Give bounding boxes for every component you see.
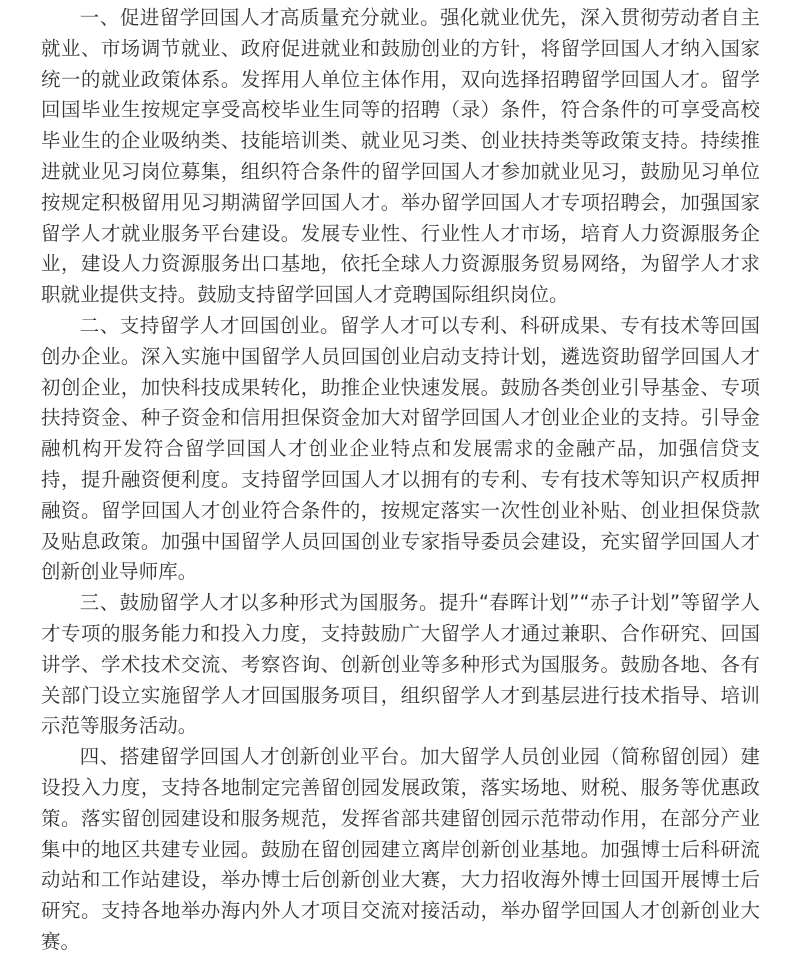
paragraph-entrepreneurship: 二、支持留学人才回国创业。留学人才可以专利、科研成果、专有技术等回国创办企业。深入实施中国留学人员回国创业启动支持计划，遴选资助留学回国人才初创企业，加快科技成果转化，助推企业快速发展。鼓励各类创业引导基金、专项扶持资金、种子资金和信用担保资金加大对留学回国人才创业企业的支持。引导金融机构开发符合留学回国人才创业企业特点和发展需求的金融产品，加强信贷支持，提升融资便利度。支持留学回国人才以拥有的专利、专有技术等知识产权质押融资。留学回国人才创业符合条件的，按规定落实一次性创业补贴、创业担保贷款及贴息政策。加强中国留学人员回国创业专家指导委员会建设，充实留学回国人才创新创业导师库。 xyxy=(41,313,760,584)
paragraph-platforms: 四、搭建留学回国人才创新创业平台。加大留学人员创业园（简称留创园）建设投入力度，支持各地制定完善留创园发展政策，落实场地、财税、服务等优惠政策。落实留创园建设和服务规范，发挥省部共建留创园示范带动作用，在部分产业集中的地区共建专业园。鼓励在留创园建立离岸创新创业基地。加强博士后科研流动站和工作站建设，举办博士后创新创业大赛，大力招收海外博士回国开展博士后研究。支持各地举办海内外人才项目交流对接活动，举办留学回国人才创新创业大赛。 xyxy=(41,745,760,953)
document-body xyxy=(0,3,800,958)
paragraph-service-forms: 三、鼓励留学人才以多种形式为国服务。提升“春晖计划”“赤子计划”等留学人才专项的服务能力和投入力度，支持鼓励广大留学人才通过兼职、合作研究、回国讲学、学术技术交流、考察咨询、创新创业等多种形式为国服务。鼓励各地、各有关部门设立实施留学人才回国服务项目，组织留学人才到基层进行技术指导、培训示范等服务活动。 xyxy=(41,591,760,738)
paragraph-employment: 一、促进留学回国人才高质量充分就业。强化就业优先，深入贯彻劳动者自主就业、市场调节就业、政府促进就业和鼓励创业的方针，将留学回国人才纳入国家统一的就业政策体系。发挥用人单位主体作用，双向选择招聘留学回国人才。留学回国毕业生按规定享受高校毕业生同等的招聘（录）条件，符合条件的可享受高校毕业生的企业吸纳类、技能培训类、就业见习类、创业扶持类等政策支持。持续推进就业见习岗位募集，组织符合条件的留学回国人才参加就业见习，鼓励见习单位按规定积极留用见习期满留学回国人才。举办留学回国人才专项招聘会，加强国家留学人才就业服务平台建设。发展专业性、行业性人才市场，培育人力资源服务企业，建设人力资源服务出口基地，依托全球人力资源服务贸易网络，为留学人才求职就业提供支持。鼓励支持留学回国人才竞聘国际组织岗位。 xyxy=(41,6,760,307)
